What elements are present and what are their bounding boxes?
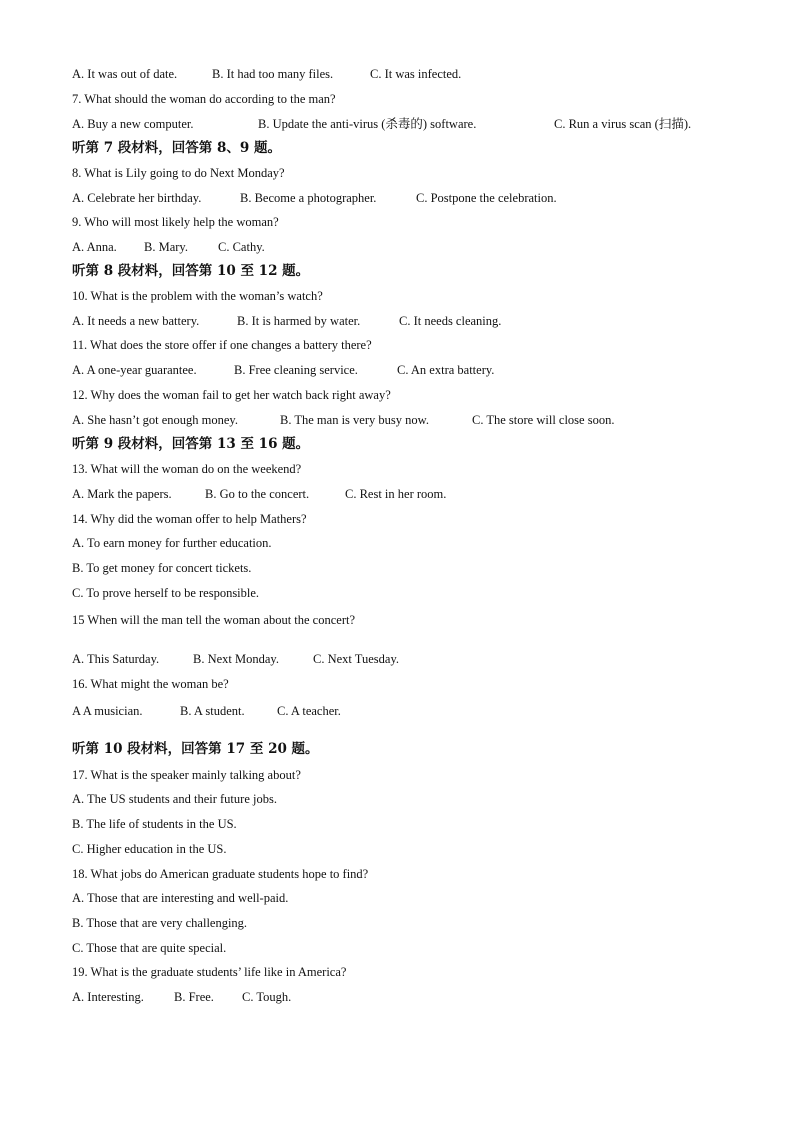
- option-a: A. To earn money for further education.: [72, 536, 272, 550]
- option-a: A. Celebrate her birthday.: [72, 191, 202, 205]
- option-a: A. It needs a new battery.: [72, 314, 200, 328]
- options-q13: [72, 486, 446, 502]
- question-11: 11. What does the store offer if one changes a battery there?: [72, 338, 372, 352]
- question-18: 18. What jobs do American graduate students hope to find?: [72, 867, 369, 881]
- options-q12: [72, 412, 614, 428]
- question-15: 15 When will the man tell the woman about the concert?: [72, 613, 356, 627]
- option-b: B. Those that are very challenging.: [72, 916, 248, 930]
- options-q19: [72, 989, 291, 1005]
- option-b: B. The man is very busy now.: [280, 413, 429, 427]
- section-heading-7: 听第 7 段材料，回答第 8、9 题。: [72, 140, 281, 156]
- options-q9: [72, 239, 265, 255]
- option-a: A. This Saturday.: [72, 652, 160, 666]
- option-c: C. An extra battery.: [397, 363, 495, 377]
- option-c: C. Postpone the celebration.: [416, 191, 557, 205]
- option-c: C. To prove herself to be responsible.: [72, 586, 260, 600]
- option-b: B. Update the anti-virus (杀毒的) software.: [258, 117, 477, 131]
- question-12: 12. Why does the woman fail to get her watch back right away?: [72, 388, 391, 402]
- option-c: C. Next Tuesday.: [313, 652, 400, 666]
- option-a: A. The US students and their future jobs.: [72, 792, 277, 806]
- question-13: 13. What will the woman do on the weekend?: [72, 462, 302, 476]
- option-a: A. Those that are interesting and well-paid.: [72, 891, 289, 905]
- option-c: C. Those that are quite special.: [72, 941, 227, 955]
- option-c: C. It needs cleaning.: [399, 314, 502, 328]
- option-a: A. Buy a new computer.: [72, 117, 194, 131]
- option-a: A. She hasn’t got enough money.: [72, 413, 238, 427]
- option-b: B. It had too many files.: [212, 67, 334, 81]
- option-c: C. It was infected.: [370, 67, 462, 81]
- option-b: B. Mary.: [144, 240, 188, 254]
- option-b: B. The life of students in the US.: [72, 817, 237, 831]
- options-q7: [72, 116, 691, 132]
- option-b: B. Become a photographer.: [240, 191, 377, 205]
- question-9: 9. Who will most likely help the woman?: [72, 215, 279, 229]
- options-q15: [72, 651, 399, 667]
- option-c: C. Tough.: [242, 990, 292, 1004]
- option-a: A. Anna.: [72, 240, 117, 254]
- option-b: B. It is harmed by water.: [237, 314, 361, 328]
- question-17: 17. What is the speaker mainly talking about?: [72, 768, 301, 782]
- option-c: C. Higher education in the US.: [72, 842, 227, 856]
- option-b: B. Free.: [174, 990, 214, 1004]
- section-heading-10: 听第 10 段材料，回答第 17 至 20 题。: [72, 741, 319, 757]
- option-b: B. Free cleaning service.: [234, 363, 358, 377]
- option-b: B. Go to the concert.: [205, 487, 310, 501]
- section-heading-8: 听第 8 段材料，回答第 10 至 12 题。: [72, 263, 310, 279]
- options-q8: [72, 190, 557, 206]
- option-c: C. A teacher.: [277, 704, 341, 718]
- option-a: A. Interesting.: [72, 990, 144, 1004]
- options-q11: [72, 362, 494, 378]
- option-c: C. The store will close soon.: [472, 413, 615, 427]
- option-a: A. Mark the papers.: [72, 487, 172, 501]
- question-14: 14. Why did the woman offer to help Mathers?: [72, 512, 307, 526]
- option-a: A A musician.: [72, 704, 143, 718]
- option-c: C. Rest in her room.: [345, 487, 447, 501]
- section-heading-9: 听第 9 段材料，回答第 13 至 16 题。: [72, 436, 310, 452]
- option-a: A. A one-year guarantee.: [72, 363, 197, 377]
- option-a: A. It was out of date.: [72, 67, 178, 81]
- options-q16: [72, 703, 341, 719]
- options-q6: [72, 66, 461, 82]
- option-c: C. Run a virus scan (扫描).: [554, 117, 692, 131]
- question-7: 7. What should the woman do according to the man?: [72, 92, 336, 106]
- question-8: 8. What is Lily going to do Next Monday?: [72, 166, 285, 180]
- option-b: B. Next Monday.: [193, 652, 279, 666]
- options-q10: [72, 313, 501, 329]
- question-16: 16. What might the woman be?: [72, 677, 229, 691]
- question-10: 10. What is the problem with the woman’s watch?: [72, 289, 323, 303]
- option-b: B. To get money for concert tickets.: [72, 561, 252, 575]
- question-19: 19. What is the graduate students’ life like in America?: [72, 965, 347, 979]
- option-b: B. A student.: [180, 704, 245, 718]
- option-c: C. Cathy.: [218, 240, 265, 254]
